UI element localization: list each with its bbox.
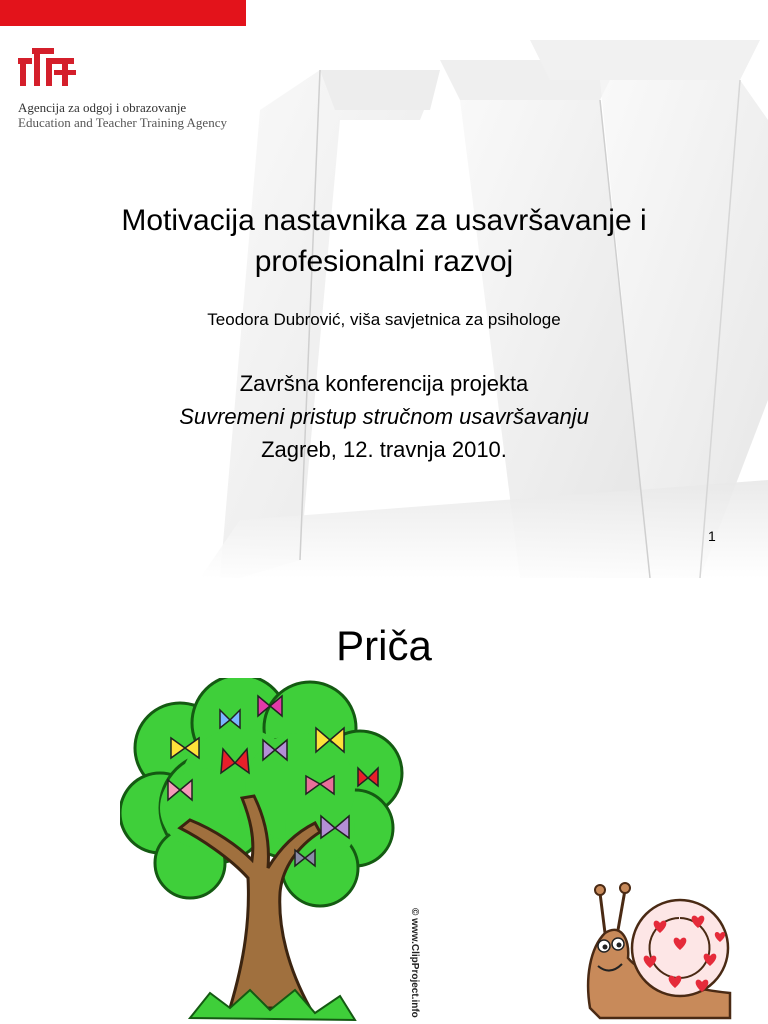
tree-clipart — [120, 678, 410, 1024]
conference-line-2: Suvremeni pristup stručnom usavršavanju — [179, 404, 589, 429]
conference-line-1: Završna konferencija projekta — [239, 371, 529, 396]
author: Teodora Dubrović, viša savjetnica za psihologe — [207, 310, 561, 329]
agency-logo — [18, 44, 78, 90]
slide-title: Motivacija nastavnika za usavršavanje i profesionalni razvoj — [121, 204, 647, 278]
page-number: 1 — [708, 528, 716, 544]
agency-name-en: Education and Teacher Training Agency — [18, 115, 227, 130]
agency-name-hr: Agencija za odgoj i obrazovanje — [18, 100, 187, 115]
clipart-credit: © www.ClipProject.info — [409, 908, 420, 1018]
conference-line-3: Zagreb, 12. travnja 2010. — [261, 437, 507, 462]
story-slide — [0, 578, 768, 1024]
slide-title: Priča — [336, 622, 432, 669]
snail-clipart — [580, 878, 740, 1024]
